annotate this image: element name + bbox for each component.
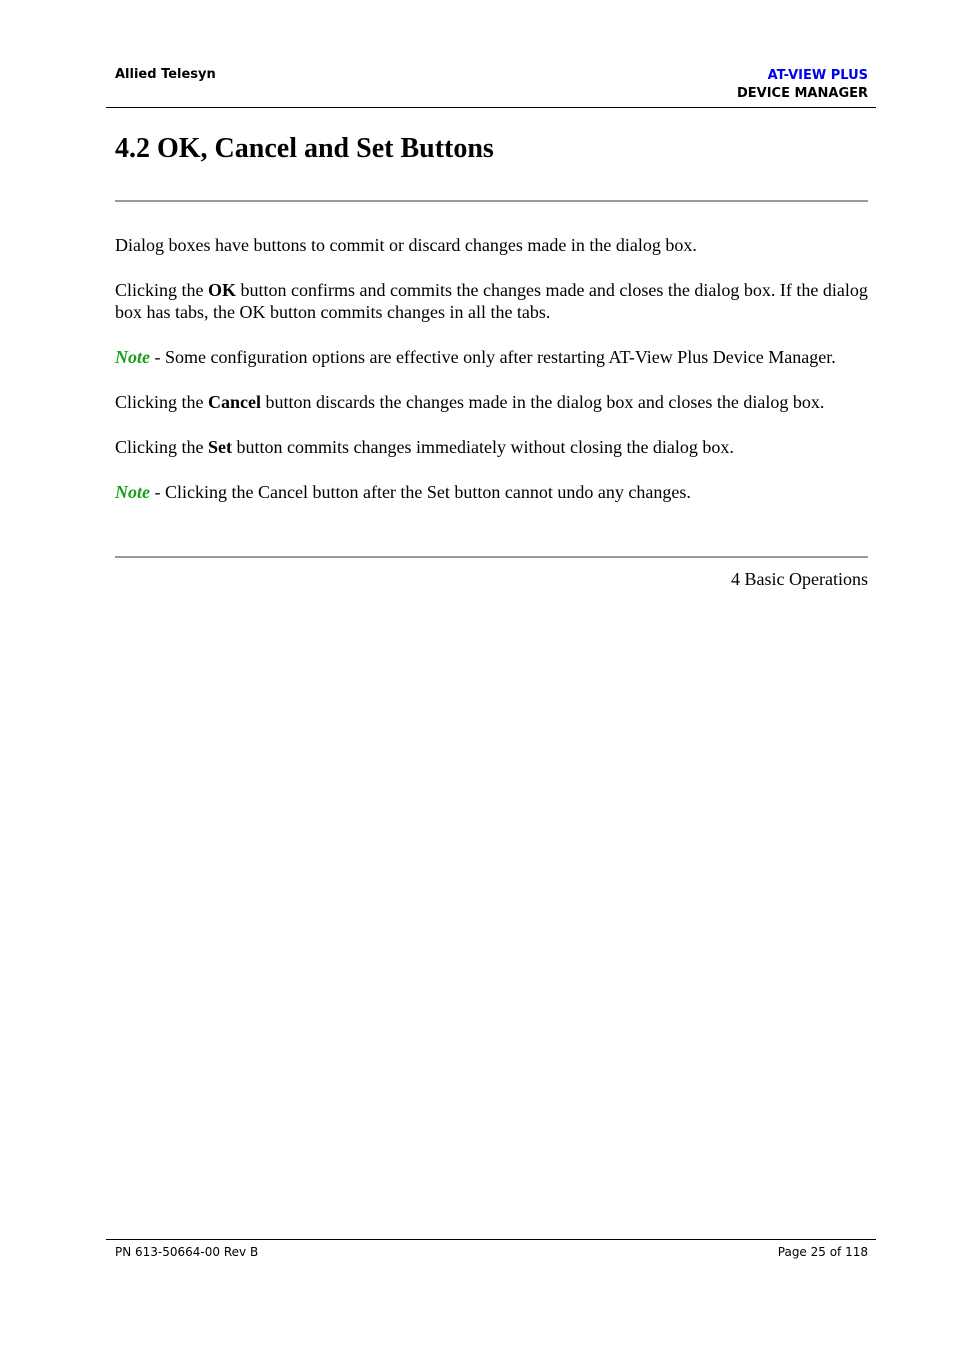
section-title: 4.2 OK, Cancel and Set Buttons: [115, 133, 494, 164]
header-divider: [106, 107, 876, 108]
note-label: Note: [115, 482, 150, 502]
paragraph-cancel-post: button discards the changes made in the dialog box and closes the dialog box.: [261, 392, 825, 412]
title-divider: [115, 200, 868, 202]
header-product-block: [737, 67, 868, 103]
cancel-term: Cancel: [208, 392, 261, 412]
note-undo: [115, 481, 875, 503]
footer-divider: [106, 1239, 876, 1240]
paragraph-cancel-pre: Clicking the: [115, 392, 208, 412]
paragraph-ok: [115, 279, 875, 323]
note-undo-text: - Clicking the Cancel button after the Set button cannot undo any changes.: [150, 482, 691, 502]
company-name: Allied Telesyn: [115, 67, 216, 82]
section-end-divider: [115, 556, 868, 558]
set-term: Set: [208, 437, 232, 457]
note-restart-text: - Some configuration options are effective only after restarting AT-View Plus Device Manager.: [150, 347, 836, 367]
paragraph-ok-post: button confirms and commits the changes made and closes the dialog box. If the dialog box has tabs, the OK button commits changes in all the tabs.: [115, 280, 868, 322]
note-restart: [115, 346, 875, 368]
ok-term: OK: [208, 280, 237, 300]
product-name: AT-VIEW PLUS: [767, 68, 868, 83]
page-number: Page 25 of 118: [777, 1245, 868, 1259]
paragraph-set: [115, 436, 875, 458]
paragraph-cancel: [115, 391, 875, 413]
note-label: Note: [115, 347, 150, 367]
paragraph-intro: Dialog boxes have buttons to commit or discard changes made in the dialog box.: [115, 235, 697, 255]
paragraph-set-post: button commits changes immediately without closing the dialog box.: [232, 437, 734, 457]
paragraph-ok-pre: Clicking the: [115, 280, 208, 300]
chapter-label: 4 Basic Operations: [731, 569, 868, 589]
section-body: [115, 234, 875, 526]
part-number: PN 613-50664-00 Rev B: [115, 1245, 259, 1259]
product-subtitle: DEVICE MANAGER: [736, 86, 868, 101]
paragraph-set-pre: Clicking the: [115, 437, 208, 457]
